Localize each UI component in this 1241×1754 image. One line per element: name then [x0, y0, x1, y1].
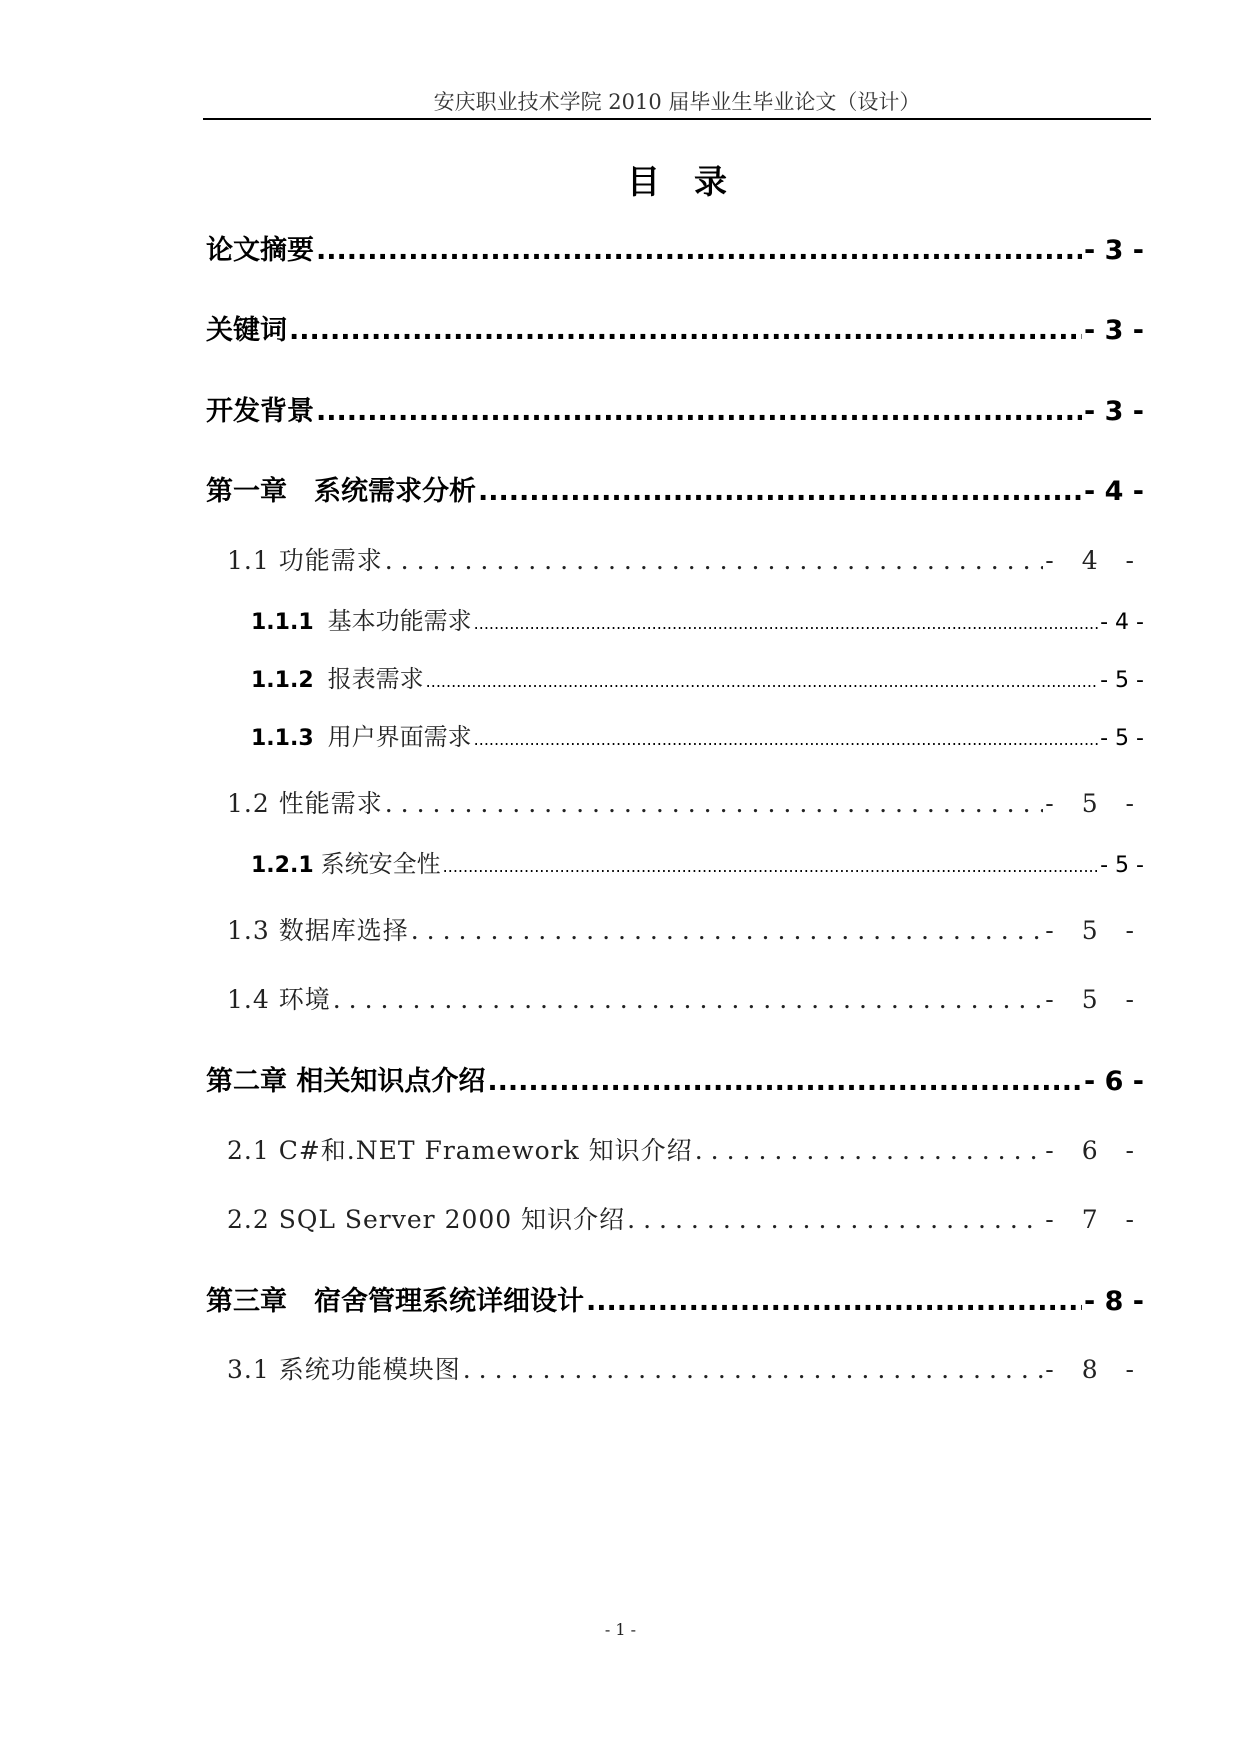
toc-leader-dots	[426, 672, 1098, 691]
toc-entry-label: 2.1 C#和.NET Framework 知识介绍	[227, 1136, 693, 1165]
toc-leader-dots	[333, 985, 1044, 1014]
toc-entry-label: 基本功能需求	[327, 607, 472, 635]
toc-entry-page: - 5 -	[1100, 853, 1144, 878]
toc-entry-1-2-1[interactable]	[251, 844, 1144, 879]
toc-entry-page: - 3 -	[1084, 315, 1144, 346]
toc-entry-1-1-1[interactable]	[251, 601, 1144, 636]
toc-entry-label: 2.2 SQL Server 2000 知识介绍	[227, 1205, 626, 1234]
toc-entry-label: 论文摘要	[206, 235, 314, 266]
toc-entry-keywords[interactable]	[206, 308, 1144, 347]
toc-leader-dots	[463, 1355, 1044, 1384]
toc-entry-label: 3.1 系统功能模块图	[227, 1355, 461, 1384]
toc-leader-dots	[478, 476, 1082, 507]
toc-leader-dots	[316, 396, 1082, 427]
toc-entry-page: - 4 -	[1084, 476, 1144, 507]
toc-entry-page: - 6 -	[1045, 1136, 1144, 1165]
toc-entry-page: - 5 -	[1045, 789, 1144, 818]
toc-entry-chapter-2[interactable]	[206, 1059, 1144, 1098]
toc-entry-label: 1.3 数据库选择	[227, 916, 409, 945]
toc-entry-page: - 3 -	[1084, 235, 1144, 266]
toc-entry-2-2[interactable]	[227, 1200, 1144, 1236]
toc-entry-abstract[interactable]	[206, 228, 1144, 267]
toc-entry-1-4[interactable]	[227, 980, 1144, 1016]
toc-entry-label-group	[251, 601, 472, 636]
toc-entry-background[interactable]	[206, 389, 1144, 428]
toc-leader-dots	[411, 916, 1044, 945]
toc-entry-label-group	[251, 717, 472, 752]
toc-entry-page: - 6 -	[1084, 1066, 1144, 1097]
toc-entry-number: 1.2.1	[251, 853, 314, 878]
toc-entry-label: 用户界面需求	[327, 723, 472, 751]
toc-entry-label-group	[251, 659, 424, 694]
toc-entry-label: 1.4 环境	[227, 985, 331, 1014]
toc-leader-dots	[695, 1136, 1044, 1165]
toc-entry-label: 系统安全性	[320, 850, 441, 878]
toc-entry-number: 1.1.3	[251, 726, 314, 751]
toc-entry-1-1-2[interactable]	[251, 659, 1144, 694]
toc-entry-page: - 3 -	[1084, 396, 1144, 427]
toc-leader-dots	[474, 614, 1098, 633]
toc-entry-chapter-3[interactable]	[206, 1279, 1144, 1318]
toc-leader-dots	[289, 315, 1082, 346]
toc-entry-label: 1.2 性能需求	[227, 789, 383, 818]
toc-entry-number: 1.1.2	[251, 668, 314, 693]
toc-entry-3-1[interactable]	[227, 1350, 1144, 1386]
toc-entry-1-1-3[interactable]	[251, 717, 1144, 752]
toc-entry-1-3[interactable]	[227, 911, 1144, 947]
toc-entry-page: - 8 -	[1084, 1286, 1144, 1317]
toc-entry-page: - 5 -	[1100, 726, 1144, 751]
toc-entry-label: 关键词	[206, 315, 287, 346]
toc-entry-page: - 5 -	[1045, 916, 1144, 945]
toc-entry-number: 1.1.1	[251, 610, 314, 635]
toc-entry-page: - 8 -	[1045, 1355, 1144, 1384]
toc-entry-chapter-1[interactable]	[206, 469, 1144, 508]
toc-leader-dots	[474, 730, 1098, 749]
toc-entry-label: 第一章 系统需求分析	[206, 476, 476, 507]
toc-leader-dots	[385, 789, 1044, 818]
toc-entry-label: 1.1 功能需求	[227, 546, 383, 575]
toc-entry-label: 第二章 相关知识点介绍	[206, 1066, 486, 1097]
toc-entry-page: - 4 -	[1100, 610, 1144, 635]
toc-entry-label: 第三章 宿舍管理系统详细设计	[206, 1286, 584, 1317]
toc-entry-page: - 7 -	[1045, 1205, 1144, 1234]
toc-entry-page: - 4 -	[1045, 546, 1144, 575]
toc-leader-dots	[627, 1205, 1043, 1234]
toc-leader-dots	[487, 1066, 1082, 1097]
toc-entry-label-group	[251, 844, 441, 879]
toc-leader-dots	[443, 857, 1098, 876]
toc-entry-label: 开发背景	[206, 396, 314, 427]
toc-entry-page: - 5 -	[1045, 985, 1144, 1014]
toc-leader-dots	[385, 546, 1044, 575]
page-header: 安庆职业技术学院 2010 届毕业生毕业论文（设计）	[433, 90, 921, 114]
toc-title: 目录	[627, 162, 761, 201]
toc-entry-page: - 5 -	[1100, 668, 1144, 693]
toc-leader-dots	[586, 1286, 1082, 1317]
page-number: - 1 -	[604, 1620, 637, 1639]
toc-entry-2-1[interactable]	[227, 1131, 1144, 1167]
toc-entry-1-1[interactable]	[227, 541, 1144, 577]
toc-entry-1-2[interactable]	[227, 784, 1144, 820]
toc-leader-dots	[316, 235, 1082, 266]
toc-entry-label: 报表需求	[327, 665, 424, 693]
